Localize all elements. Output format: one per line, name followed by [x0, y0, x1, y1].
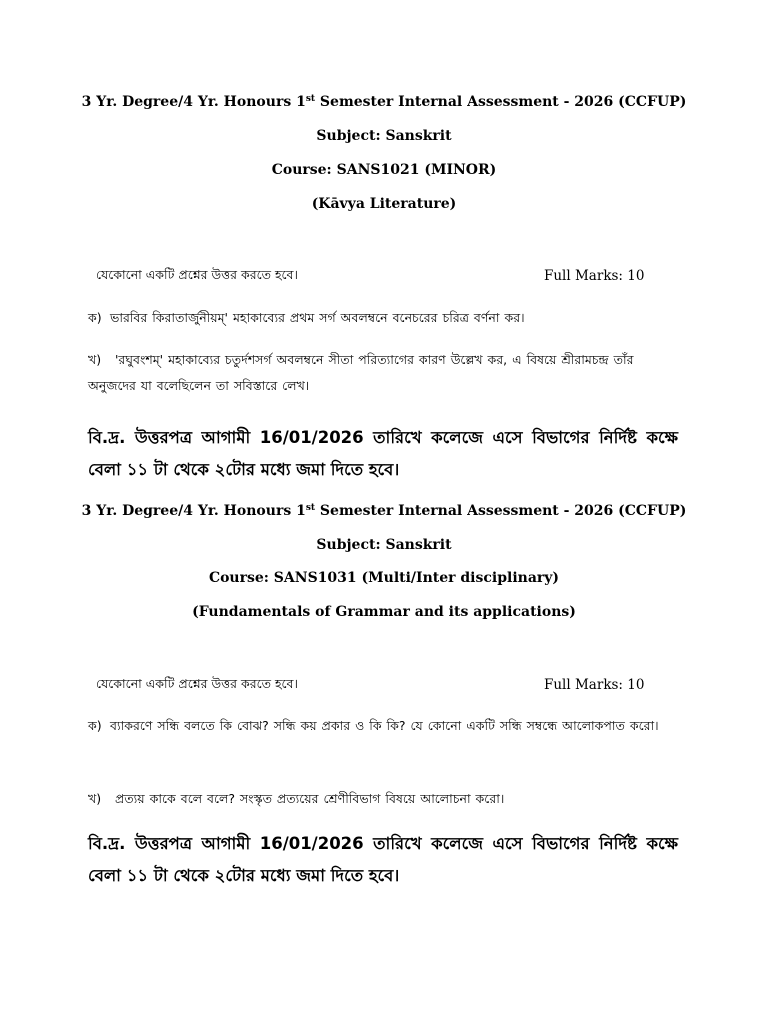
paper2-question-2 — [88, 786, 678, 812]
paper1-question-1-number: ক) — [88, 310, 102, 325]
paper1-submission-note: বি.দ্র. উত্তরপত্র আগামী 16/01/2026 তারিখে কলেজে এসে বিভাগের নির্দিষ্ট কক্ষে বেলা ১১ টা থেকে ২টোর মধ্যে জমা দিতে হবে। — [88, 428, 678, 479]
paper1-question-2-text: 'রঘুবংশম্' মহাকাব্যের চতুর্দশসর্গ অবলম্বনে সীতা পরিত্যাগের কারণ উল্লেখ কর, এ বিষয়ে শ্রীরামচন্দ্র তাঁর অনুজদের যা বলেছিলেন তা সবিস্তারে লেখ। — [88, 352, 634, 393]
paper1-heading — [0, 93, 768, 111]
paper2-course: Course: SANS1031 (Multi/Inter disciplinary) — [208, 570, 560, 586]
paper1-subject: Subject: Sanskrit — [316, 128, 452, 144]
paper1-question-2-number: খ) — [88, 352, 102, 367]
paper1-question-2 — [88, 347, 678, 399]
paper2-heading-text: 3 Yr. Degree/4 Yr. Honours 1 — [81, 503, 306, 519]
paper2-heading — [0, 502, 768, 520]
paper1-question-1 — [88, 305, 678, 331]
paper2-question-2-number: খ) — [88, 791, 102, 806]
paper2-question-1-number: ক) — [88, 718, 102, 733]
paper2-heading-text-2: Semester Internal Assessment - 2026 (CCFUP) — [315, 503, 687, 519]
paper2-question-2-text: প্রত্যয় কাকে বলে বলে? সংস্কৃত প্রত্যয়ের শ্রেণীবিভাগ বিষয়ে আলোচনা করো। — [110, 791, 505, 806]
paper2-heading-superscript: st — [305, 503, 316, 513]
paper2-question-1-text: ব্যাকরণে সন্ধি বলতে কি বোঝ? সন্ধি কয় প্রকার ও কি কি? যে কোনো একটি সন্ধি সম্বন্ধে আলোকপাত করো। — [110, 718, 659, 733]
paper1-title: (Kāvya Literature) — [311, 196, 457, 212]
paper2-submission-note: বি.দ্র. উত্তরপত্র আগামী 16/01/2026 তারিখে কলেজে এসে বিভাগের নির্দিষ্ট কক্ষে বেলা ১১ টা থেকে ২টোর মধ্যে জমা দিতে হবে। — [88, 834, 678, 885]
paper1-heading-superscript: st — [305, 94, 316, 104]
paper2-instruction: যেকোনো একটি প্রশ্নের উত্তর করতে হবে। — [96, 676, 298, 691]
paper1-full-marks: Full Marks: 10 — [544, 268, 645, 284]
paper1-instruction: যেকোনো একটি প্রশ্নের উত্তর করতে হবে। — [96, 267, 298, 282]
paper2-full-marks: Full Marks: 10 — [544, 677, 645, 693]
paper1-heading-text-2: Semester Internal Assessment - 2026 (CCFUP) — [315, 94, 687, 110]
paper2-question-1 — [88, 713, 678, 739]
paper1-course: Course: SANS1021 (MINOR) — [271, 162, 497, 178]
paper1-question-1-text: ভারবির কিরাতার্জুনীয়ম্' মহাকাব্যের প্রথম সর্গ অবলম্বনে বনেচরের চরিত্র বর্ণনা কর। — [110, 310, 525, 325]
paper2-subject: Subject: Sanskrit — [316, 537, 452, 553]
paper2-title: (Fundamentals of Grammar and its applications) — [192, 604, 576, 620]
paper1-heading-text: 3 Yr. Degree/4 Yr. Honours 1 — [81, 94, 306, 110]
